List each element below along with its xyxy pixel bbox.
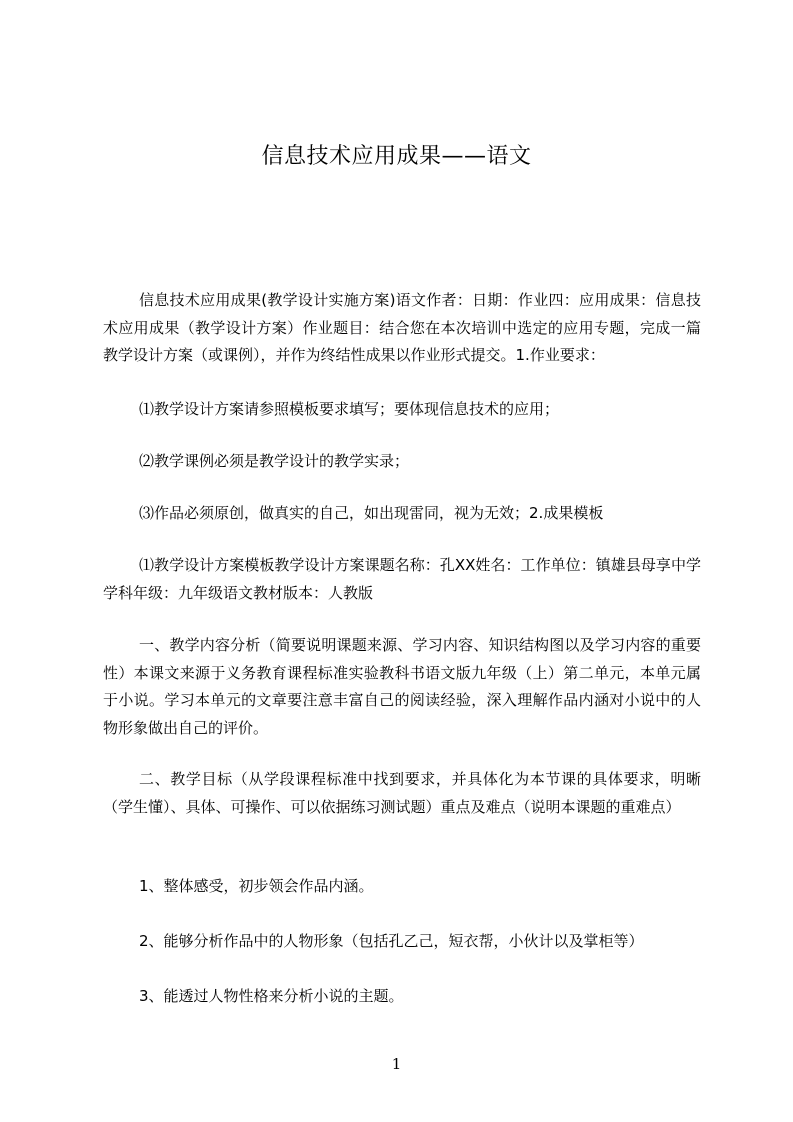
document-title: 信息技术应用成果——语文 <box>261 144 532 169</box>
paragraph-template-info: ⑴教学设计方案模板教学设计方案课题名称：孔XX姓名：工作单位：镇雄县母享中学学科年级：九年级语文教材版本：人教版 <box>103 556 701 602</box>
paragraph-content-analysis: 一、教学内容分析（简要说明课题来源、学习内容、知识结构图以及学习内容的重要性）本课文来源于义务教育课程标准实验教科书语文版九年级（上）第二单元，本单元属于小说。学习本单元的文章要注意丰富自己的阅读经验，深入理解作品内涵对小说中的人物形象做出自己的评价。 <box>103 636 701 737</box>
page-number: 1 <box>391 1055 402 1073</box>
paragraph-teaching-goals: 二、教学目标（从学段课程标准中找到要求，并具体化为本节课的具体要求，明晰（学生懂）、具体、可操作、可以依据练习测试题）重点及难点（说明本课题的重难点） <box>103 770 701 816</box>
paragraph-intro: 信息技术应用成果(教学设计实施方案)语文作者：日期：作业四：应用成果：信息技术应用成果（教学设计方案）作业题目：结合您在本次培训中选定的应用专题，完成一篇教学设计方案（或课例），并作为终结性成果以作业形式提交。1.作业要求： <box>103 291 701 364</box>
paragraph-goal-2: 2、能够分析作品中的人物形象（包括孔乙己，短衣帮，小伙计以及掌柜等） <box>139 932 644 950</box>
paragraph-goal-1: 1、整体感受，初步领会作品内涵。 <box>139 877 374 895</box>
paragraph-requirement-2: ⑵教学课例必须是教学设计的教学实录； <box>139 452 410 470</box>
paragraph-requirement-1: ⑴教学设计方案请参照模板要求填写；要体现信息技术的应用； <box>139 400 560 418</box>
paragraph-goal-3: 3、能透过人物性格来分析小说的主题。 <box>139 987 404 1005</box>
paragraph-requirement-3: ⑶作品必须原创，做真实的自己，如出现雷同，视为无效；2.成果模板 <box>139 504 604 522</box>
